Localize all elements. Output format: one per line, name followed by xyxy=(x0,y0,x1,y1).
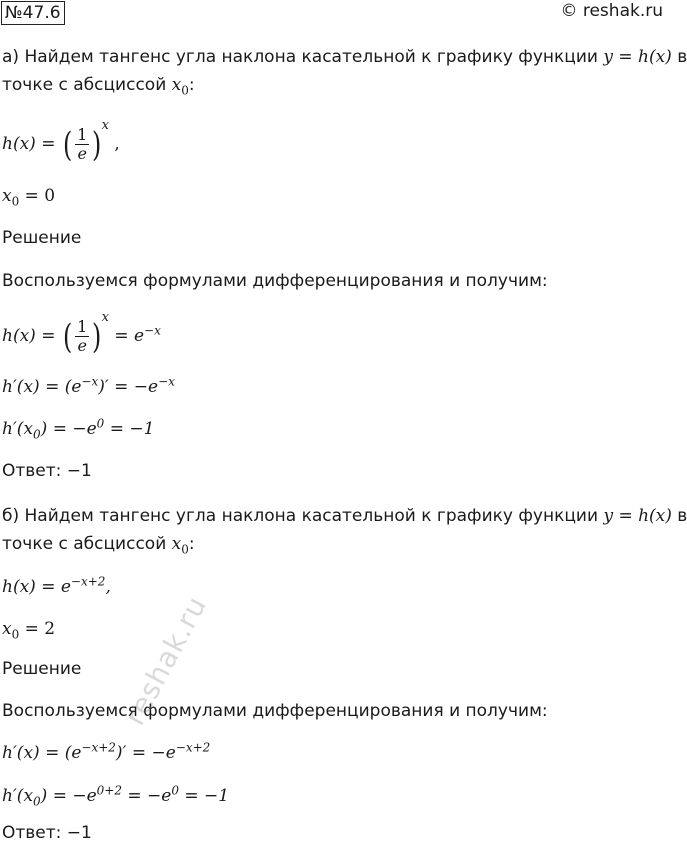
part-b-intro-line2: точке с абсциссой $x_0$: xyxy=(2,534,195,557)
part-a-given-function: h(x) = ( $\frac{1}{e}$ ) $^x$ , xyxy=(2,118,120,165)
part-a-solution-label: Решение xyxy=(2,228,82,248)
part-b-step2: $h'(x_0) = -e^{0+2} = -e^0 = -1$ xyxy=(2,783,230,809)
part-a-intro-line1: а) Найдем тангенс угла наклона касательной к графику функции y = h(x) в xyxy=(2,47,687,67)
part-b-method-text: Воспользуемся формулами дифференцирования и получим: xyxy=(2,701,548,721)
part-a-step2: $h'(x) = (e^{-x})' = -e^{-x}$ xyxy=(2,374,175,397)
part-b-solution-label: Решение xyxy=(2,659,82,679)
part-b-given-function: $h(x) = e^{-x+2}$, xyxy=(2,574,111,597)
part-a-answer: Ответ: −1 xyxy=(2,461,92,481)
problem-number: №47.6 xyxy=(1,1,65,25)
part-b-intro-line1: б) Найдем тангенс угла наклона касательной к графику функции y = h(x) в xyxy=(2,506,687,526)
source-credit: © reshak.ru xyxy=(560,1,663,21)
part-a-method-text: Воспользуемся формулами дифференцирования и получим: xyxy=(2,271,548,291)
part-a-x0-value: $x_0 = 0$ xyxy=(2,186,56,209)
part-a-intro-line2: точке с абсциссой $x_0$: xyxy=(2,75,195,98)
part-b-step1: $h'(x) = (e^{-x+2})' = -e^{-x+2}$ xyxy=(2,740,211,763)
part-b-answer: Ответ: −1 xyxy=(2,823,92,843)
part-a-step1: h(x) = ( $\frac{1}{e}$ ) $^x = e^{-x}$ xyxy=(2,310,161,357)
watermark: reshak.ru xyxy=(118,590,214,731)
part-a-step3: $h'(x_0) = -e^0 = -1$ xyxy=(2,416,155,442)
fraction-1-over-e: ( $\frac{1}{e}$ ) xyxy=(62,316,102,357)
part-b-x0-value: $x_0 = 2$ xyxy=(2,619,56,642)
fraction-1-over-e: ( $\frac{1}{e}$ ) xyxy=(62,124,102,165)
